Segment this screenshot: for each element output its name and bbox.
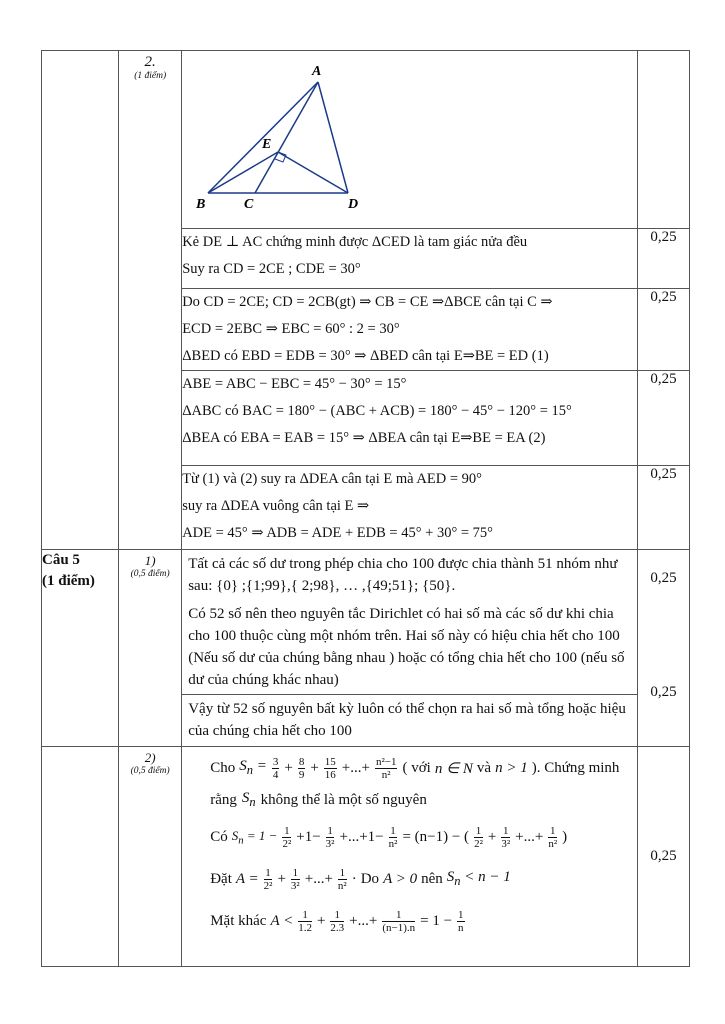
score: 0,25	[637, 747, 689, 967]
part-points: (0,5 điểm)	[130, 569, 170, 579]
empty-question-cell	[42, 51, 119, 550]
question-title-cell	[42, 550, 119, 747]
step-line: ΔBEA có EBA = EAB = 15° ⇒ ΔBEA cân tại E⇒BE = EA (2)	[182, 430, 546, 446]
label-c: C	[244, 197, 254, 212]
formula-line: Có $S_n = 1$ − $\frac{1}{\text{2²}}$ +1− $\frac{1}{\text{3²}}$ +...+1− $\frac{1}{\text{n²}}$ = (n−1) − ( $\frac{1}{\text{2²}}$ + $\frac{1}{\text{3²}}$ +...+ $\frac{1}{\text{n²}}$ )	[210, 824, 568, 850]
scores-cell	[637, 550, 689, 747]
paragraph: Vậy từ 52 số nguyên bất kỳ luôn có thể chọn ra hai số mà tổng hoặc hiệu của chúng chia hết cho 100	[182, 694, 637, 745]
step-line: ADE = 45° ⇒ ADB = ADE + EDB = 45° + 30° = 75°	[182, 525, 493, 541]
part-points: (0,5 điểm)	[130, 766, 170, 776]
step-line: ABE = ABC − EBC = 45° − 30° = 15°	[182, 376, 407, 392]
text: Mặt khác	[210, 912, 267, 929]
label-b: B	[196, 197, 206, 212]
text: rằng	[210, 791, 237, 808]
figure-score-cell	[637, 51, 689, 229]
label-d: D	[348, 197, 359, 212]
empty-question-cell	[42, 747, 119, 967]
part-number: 2.	[144, 54, 156, 70]
figure-cell	[182, 51, 638, 229]
score: 0,25	[637, 466, 689, 550]
text: nên	[421, 870, 443, 887]
part2-label-cell	[119, 51, 182, 550]
part1-content	[182, 550, 638, 747]
step-line: Kẻ DE ⊥ AC chứng minh được ΔCED là tam giác nửa đều	[182, 234, 528, 250]
text: Do	[360, 870, 380, 887]
statement-line: rằng $S_n$ không thể là một số nguyên	[210, 790, 427, 809]
text: ( với	[402, 759, 431, 776]
step-line: Do CD = 2CE; CD = 2CB(gt) ⇒ CB = CE ⇒ΔBCE cân tại C ⇒	[182, 294, 553, 310]
answer-table	[41, 50, 690, 967]
step-4	[182, 466, 638, 550]
step-line: ΔBED có EBD = EDB = 30° ⇒ ΔBED cân tại E⇒BE = ED (1)	[182, 348, 549, 364]
text: Đặt	[210, 870, 232, 887]
text: không thể là một số nguyên	[260, 791, 427, 808]
step-1	[182, 229, 638, 289]
text: Cho	[210, 759, 236, 776]
part-number: 1)	[144, 553, 156, 568]
formula-line: Mặt khác A < $\frac{1}{1.2}$ + $\frac{1}{2.3}$ +...+ $\frac{1}{(n-1).n}$ = 1 − $\frac{1}{n}$	[210, 908, 464, 934]
score: 0,25	[637, 289, 689, 371]
step-line: ΔABC có BAC = 180° − (ABC + ACB) = 180° − 45° − 120° = 15°	[182, 403, 572, 419]
part2b-label-cell	[119, 747, 182, 967]
part1-label-cell	[119, 550, 182, 747]
step-line: suy ra ΔDEA vuông cân tại E ⇒	[182, 498, 370, 514]
question-title: Câu 5	[42, 552, 80, 568]
score: 0,25	[637, 229, 689, 289]
score: 0,25	[637, 371, 689, 466]
text: ). Chứng minh	[531, 759, 620, 776]
step-line: ECD = 2EBC ⇒ EBC = 60° : 2 = 30°	[182, 321, 400, 337]
paragraph: Có 52 số nên theo nguyên tắc Dirichlet có hai số mà các số dư khi chia cho 100 thuộc cùng một nhóm trên. Hai số này có hiệu chia hết cho 100 (Nếu số dư của chúng bằng nhau ) hoặc có tổng chia hết cho 100 (nếu số dư của chúng khác nhau)	[188, 606, 625, 688]
question-points: (1 điểm)	[42, 573, 95, 589]
step-3	[182, 371, 638, 466]
score: 0,25	[650, 684, 677, 700]
step-line: Suy ra CD = 2CE ; CDE = 30°	[182, 261, 361, 277]
step-line: Từ (1) và (2) suy ra ΔDEA cân tại E mà AED = 90°	[182, 471, 482, 487]
text: và	[476, 759, 492, 776]
paragraph: Tất cả các số dư trong phép chia cho 100 được chia thành 51 nhóm như sau: {0} ;{1;99},{ 2;98}, … ,{49;51}; {50}.	[188, 556, 618, 594]
part2b-content	[182, 747, 638, 967]
text: Có	[210, 828, 228, 845]
part-points: (1 điểm)	[134, 71, 167, 81]
score: 0,25	[650, 570, 677, 586]
label-a: A	[312, 64, 322, 79]
formula-line: Đặt A = $\frac{1}{\text{2²}}$ + $\frac{1}{\text{3²}}$ +...+ $\frac{1}{\text{n²}}$ · Do A > 0 nên $S_n < n - 1$	[210, 866, 511, 892]
part-number: 2)	[144, 750, 156, 765]
label-e: E	[262, 137, 272, 152]
statement-line: Cho $S_n$ = $\frac{3}{4}$ + $\frac{8}{9}$ + $\frac{15}{16}$ +...+ $\frac{\text{n²−1}}{\text{n²}}$ ( với n ∈ N và n > 1 ). Chứng minh	[210, 755, 620, 781]
triangle-figure	[182, 51, 637, 223]
step-2	[182, 289, 638, 371]
